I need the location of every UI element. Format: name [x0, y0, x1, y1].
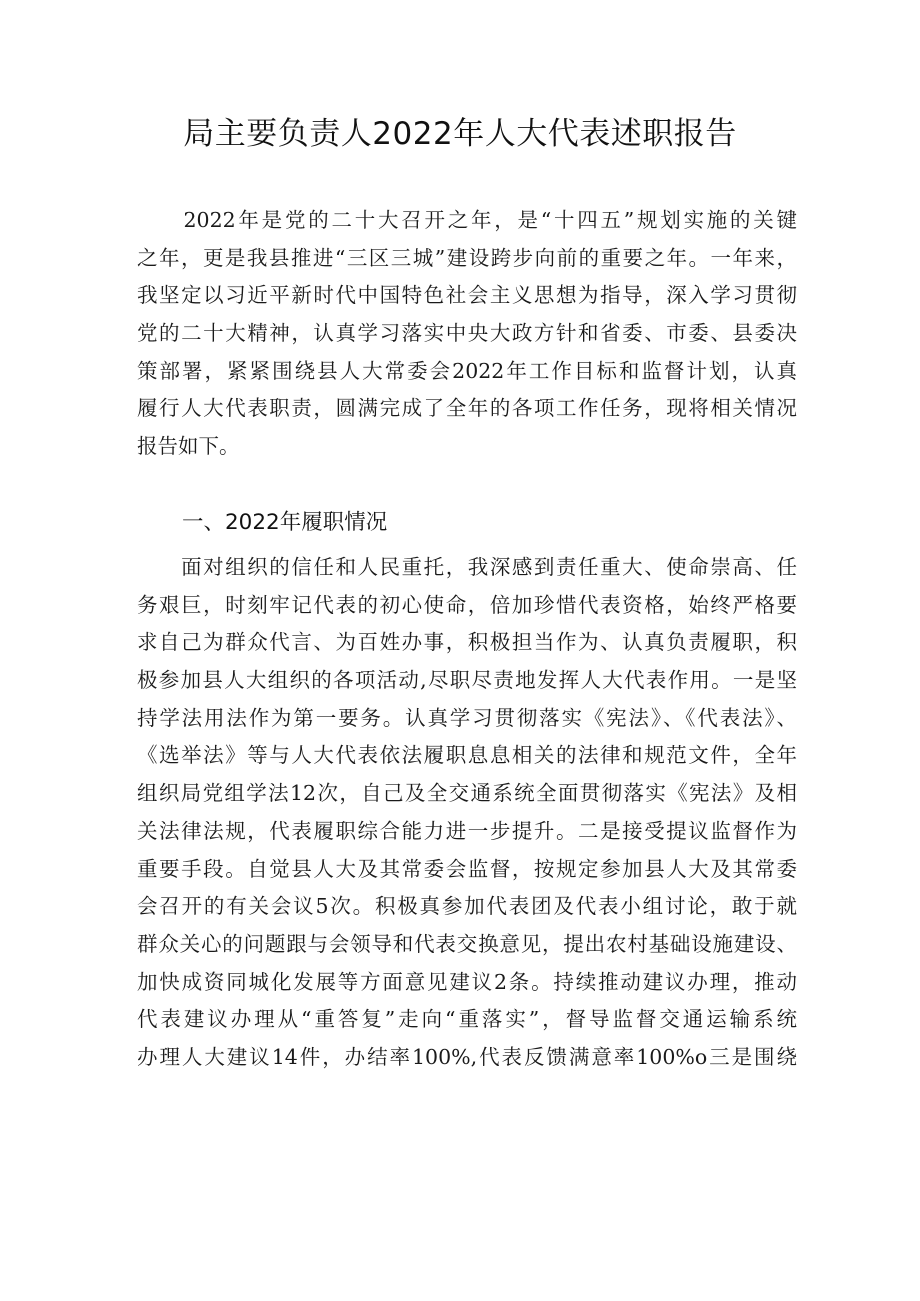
paragraph-line: 务艰巨，时刻牢记代表的初心使命，倍加珍惜代表资格，始终严格要 — [137, 592, 797, 617]
paragraph-line: 办理人大建议14件，办结率100%,代表反馈满意率100%o三是围绕 — [137, 1044, 797, 1069]
intro-paragraph — [137, 202, 797, 466]
paragraph-line: 会召开的有关会议5次。积极真参加代表团及代表小组讨论，敢于就 — [137, 894, 797, 919]
section-heading: 一、2022年履职情况 — [182, 510, 388, 535]
paragraph-line: 组织局党组学法12次，自己及全交通系统全面贯彻落实《宪法》及相 — [137, 781, 797, 806]
paragraph-line: 代表建议办理从“重答复”走向“重落实”，督导监督交通运输系统 — [137, 1007, 797, 1032]
paragraph-line: 我坚定以习近平新时代中国特色社会主义思想为指导，深入学习贯彻 — [137, 283, 797, 308]
paragraph-line: 2022年是党的二十大召开之年，是“十四五”规划实施的关键 — [137, 208, 797, 232]
paragraph-line: 《选举法》等与人大代表依法履职息息相关的法律和规范文件，全年 — [137, 743, 797, 768]
paragraph-line: 报告如下。 — [137, 434, 240, 459]
paragraph-line: 重要手段。自觉县人大及其常委会监督，按规定参加县人大及其常委 — [137, 856, 797, 881]
paragraph-line: 之年，更是我县推进“三区三城”建设跨步向前的重要之年。一年来， — [137, 245, 797, 270]
document-title: 局主要负责人2022年人大代表述职报告 — [183, 116, 737, 152]
paragraph-line: 党的二十大精神，认真学习落实中央大政方针和省委、市委、县委决 — [137, 321, 797, 346]
paragraph-line: 求自己为群众代言、为百姓办事，积极担当作为、认真负责履职，积 — [137, 630, 797, 655]
paragraph-line: 履行人大代表职责，圆满完成了全年的各项工作任务，现将相关情况 — [137, 396, 797, 421]
paragraph-line: 极参加县人大组织的各项活动,尽职尽责地发挥人大代表作用。一是坚 — [137, 668, 797, 693]
paragraph-line: 加快成资同城化发展等方面意见建议2条。持续推动建议办理，推动 — [137, 969, 797, 994]
paragraph-line: 持学法用法作为第一要务。认真学习贯彻落实《宪法》、《代表法》、 — [137, 705, 797, 730]
paragraph-line: 群众关心的问题跟与会领导和代表交换意见，提出农村基础设施建设、 — [137, 931, 797, 956]
paragraph-line: 面对组织的信任和人民重托，我深感到责任重大、使命崇高、任 — [137, 555, 797, 579]
section1-paragraph — [137, 549, 797, 1077]
paragraph-line: 关法律法规，代表履职综合能力进一步提升。二是接受提议监督作为 — [137, 818, 797, 843]
paragraph-line: 策部署，紧紧围绕县人大常委会2022年工作目标和监督计划，认真 — [137, 358, 797, 383]
